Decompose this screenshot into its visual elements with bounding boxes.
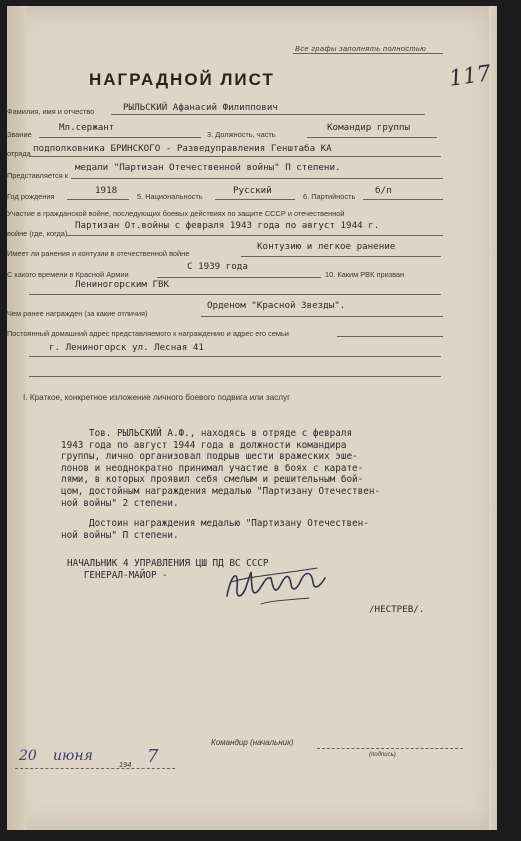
position-label: 3. Должность, часть xyxy=(207,130,276,139)
rvk-value: Лениногорским ГВК xyxy=(75,279,170,290)
birth-label: Год рождения xyxy=(7,192,55,201)
name-line xyxy=(111,114,425,115)
nationality-line xyxy=(215,199,295,200)
date-year-prefix: 194 xyxy=(119,760,132,769)
narrative-line: лями, в которых проявил себя смелым и решительным бой- xyxy=(61,474,364,486)
party-value: б/п xyxy=(375,185,392,196)
date-day: 20 xyxy=(19,748,37,764)
unit-label: отряда xyxy=(7,149,31,158)
section-heading: I. Краткое, конкретное изложение личного боевого подвига или заслуг xyxy=(23,393,291,402)
date-year-suffix: 7 xyxy=(147,746,159,767)
ww-value: Партизан От.войны с февраля 1943 года по август 1944 г. xyxy=(75,220,380,231)
date-line xyxy=(15,768,175,769)
header-note: Все графы заполнять полностью xyxy=(295,44,427,53)
prior-awards-label: Чем ранее награжден (за какие отличия) xyxy=(7,309,148,318)
rvk-line xyxy=(29,294,441,295)
presented-value: медали "Партизан Отечественной войны" П степени. xyxy=(75,162,341,173)
rank-value: Мл.сержант xyxy=(59,122,115,133)
nationality-label: 5. Национальность xyxy=(137,192,203,201)
separator-1 xyxy=(29,376,441,377)
party-line xyxy=(363,199,443,200)
position-line xyxy=(307,137,437,138)
address-label: Постоянный домашний адрес представляемого к награждению и адрес его семьи xyxy=(7,329,289,338)
address-line-1 xyxy=(337,336,443,337)
conclusion xyxy=(61,518,369,541)
birth-value: 1918 xyxy=(95,185,118,196)
award-sheet xyxy=(7,6,497,830)
address-value: г. Лениногорск ул. Лесная 41 xyxy=(49,342,204,353)
civil-war-label: Участие в гражданской войне, последующих боевых действиях по защите СССР и отечественной xyxy=(7,209,345,218)
signatory-line: НАЧАЛЬНИК 4 УПРАВЛЕНИЯ ЦШ ПД ВС СССР xyxy=(67,558,269,569)
signature-hint: (подпись) xyxy=(369,752,396,758)
position-value: Командир группы xyxy=(327,122,410,133)
party-label: 6. Партийность xyxy=(303,192,356,201)
nationality-value: Русский xyxy=(233,185,272,196)
narrative-line: Тов. РЫЛЬСКИЙ А.Ф., находясь в отряде с февраля xyxy=(61,428,353,439)
narrative xyxy=(61,428,380,509)
rvk-label: 10. Каким РВК призван xyxy=(325,270,405,279)
ww-label: войне (где, когда) xyxy=(7,229,68,238)
name-value: РЫЛЬСКИЙ Афанасий Филиппович xyxy=(123,102,278,113)
narrative-line: 1943 года по август 1944 года в должности командира xyxy=(61,439,347,451)
address-line-2 xyxy=(29,356,441,357)
signatory-line: ГЕНЕРАЛ-МАЙОР - xyxy=(67,569,168,581)
narrative-line: цом, достойным награждения медалью "Партизану Отечествен- xyxy=(61,485,381,497)
commander-label: Командир (начальник) xyxy=(211,738,294,747)
wounds-value: Контузию и легкое ранение xyxy=(257,241,396,252)
ww-line xyxy=(67,235,443,236)
birth-line xyxy=(67,199,129,200)
page-title: НАГРАДНОЙ ЛИСТ xyxy=(89,70,275,89)
rank-label: Звание xyxy=(7,130,32,139)
date-month: июня xyxy=(53,748,93,764)
conclusion-line: ной войны" П степени. xyxy=(61,529,179,541)
prior-awards-line xyxy=(201,316,443,317)
army-since-line xyxy=(157,277,321,278)
presented-label: Представляется к xyxy=(7,171,69,180)
commander-sign-line xyxy=(317,748,463,749)
army-since-value: С 1939 года xyxy=(187,261,248,272)
rank-line xyxy=(39,137,201,138)
wounds-label: Имеет ли ранения и контузии в отечественной войне xyxy=(7,249,190,258)
unit-value: подполковника БРИНСКОГО - Разведуправления Генштаба КА xyxy=(33,143,332,154)
wounds-line xyxy=(241,256,441,257)
page-edge xyxy=(489,6,497,830)
prior-awards-value: Орденом "Красной Звезды". xyxy=(207,300,346,311)
header-underline xyxy=(293,53,443,54)
archive-number: 117 xyxy=(447,61,493,92)
signatory-name: /НЕСТРЕВ/. xyxy=(369,604,425,615)
narrative-line: группы, лично организовал подрыв шести вражеских эше- xyxy=(61,451,358,463)
narrative-line: ной войны" 2 степени. xyxy=(61,497,179,509)
narrative-line: лонов и неоднократно принимал участие в боях с карате- xyxy=(61,462,364,474)
name-label: Фамилия, имя и отчество xyxy=(7,107,95,116)
presented-line xyxy=(71,178,443,179)
unit-line xyxy=(29,156,441,157)
signature-image xyxy=(221,554,341,614)
conclusion-line: Достоин награждения медалью "Партизану Отечествен- xyxy=(61,518,369,529)
army-since-label: С какого времени в Красной Армии xyxy=(7,270,129,279)
